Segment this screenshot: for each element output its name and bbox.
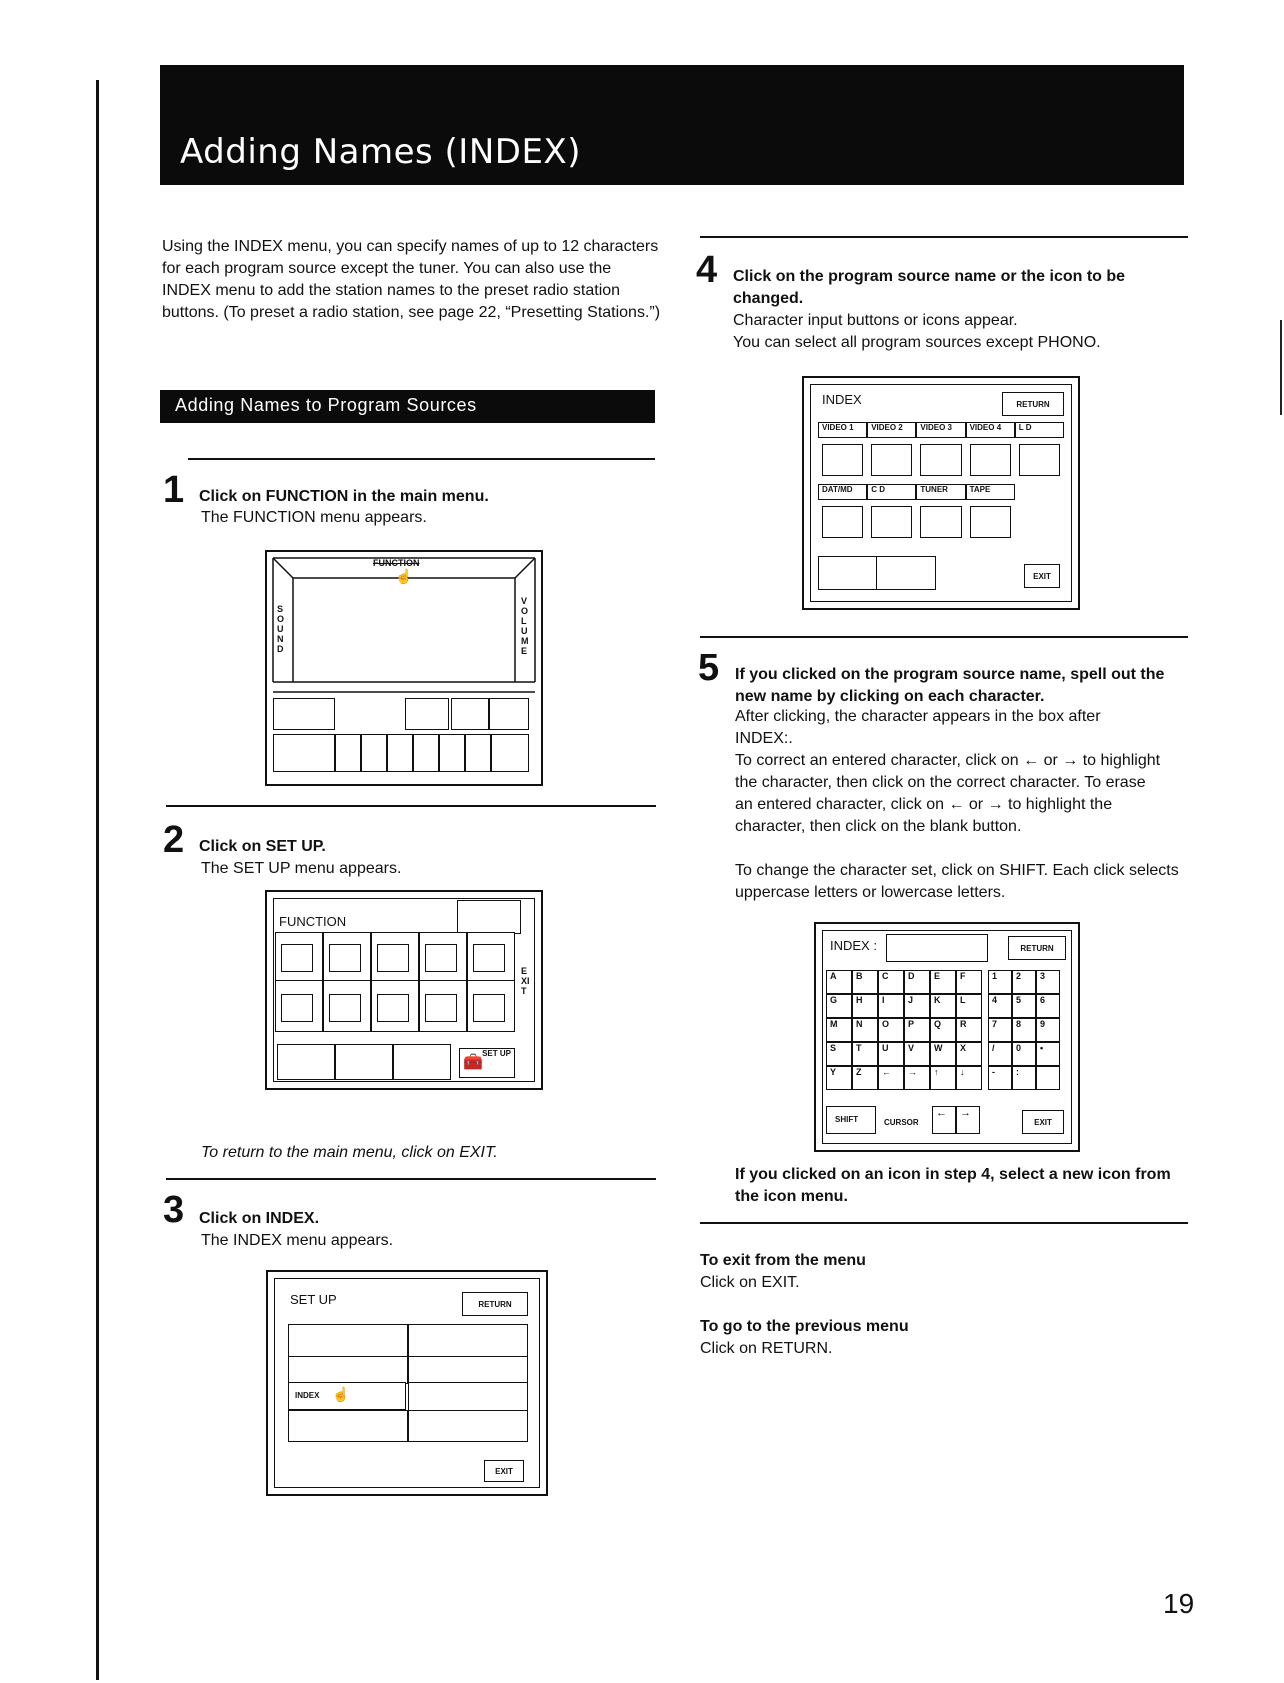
step-4-number: 4 [696, 249, 718, 291]
step-5-body2: To correct an entered character, click on ← or → to highlight the character, then click on the correct character. To erase an entered character, click on ← or → to highlight the character, then click on the blank button. [735, 752, 1161, 835]
function-button[interactable] [413, 734, 439, 772]
step-1-title: Click on FUNCTION in the main menu. [199, 488, 489, 505]
char-menu-title: INDEX : [830, 938, 877, 953]
character-key[interactable]: B [852, 970, 878, 994]
icon-box [329, 994, 361, 1022]
character-key[interactable]: I [878, 994, 904, 1018]
character-key[interactable]: G [826, 994, 852, 1018]
digits-grid [988, 970, 1066, 1100]
character-key[interactable]: / [988, 1042, 1012, 1066]
source-extra-button[interactable] [818, 556, 878, 590]
step-3-number: 3 [163, 1189, 185, 1231]
character-key[interactable]: 3 [1036, 970, 1060, 994]
character-key[interactable]: D [904, 970, 930, 994]
setup-item[interactable] [288, 1410, 408, 1442]
exit-button[interactable]: EXIT [484, 1460, 524, 1482]
function-button[interactable] [387, 734, 413, 772]
character-key[interactable]: 8 [1012, 1018, 1036, 1042]
character-key[interactable]: • [1036, 1042, 1060, 1066]
character-key[interactable]: H [852, 994, 878, 1018]
step-5-number: 5 [698, 647, 720, 689]
function-button[interactable] [465, 734, 491, 772]
section-title: Adding Names to Program Sources [175, 395, 477, 415]
setup-item[interactable] [408, 1324, 528, 1358]
step-2-body: The SET UP menu appears. [201, 860, 402, 877]
step-2-title: Click on SET UP. [199, 838, 326, 855]
icon-box [425, 994, 457, 1022]
setup-menu-title: FUNCTION [279, 914, 347, 929]
source-icon-button[interactable] [822, 506, 863, 538]
margin-mark [1280, 320, 1282, 415]
source-row-1 [818, 422, 1064, 480]
function-button[interactable] [273, 734, 335, 772]
name-entry-field[interactable] [886, 934, 988, 962]
source-extra-button[interactable] [876, 556, 936, 590]
page-title: Adding Names (INDEX) [180, 132, 581, 172]
source-row-2 [818, 484, 1064, 542]
step-3-body: The INDEX menu appears. [201, 1232, 394, 1249]
exit-side-button[interactable]: EXIT [521, 966, 530, 996]
source-name-button[interactable]: DAT/MD [818, 484, 867, 500]
source-name-button[interactable]: VIDEO 2 [867, 422, 916, 438]
step-4-body1: Character input buttons or icons appear. [733, 312, 1018, 329]
icon-box [473, 944, 505, 972]
character-key[interactable]: P [904, 1018, 930, 1042]
character-key[interactable]: 7 [988, 1018, 1012, 1042]
tip-exit-title: To exit from the menu [700, 1252, 866, 1269]
character-key[interactable]: → [904, 1066, 930, 1090]
character-key[interactable]: F [956, 970, 982, 994]
character-key[interactable]: J [904, 994, 930, 1018]
function-button[interactable] [273, 698, 335, 730]
source-name-button[interactable]: VIDEO 4 [966, 422, 1015, 438]
function-button[interactable] [405, 698, 449, 730]
character-key[interactable]: U [878, 1042, 904, 1066]
source-icon-button[interactable] [920, 444, 961, 476]
index-menu-screen [266, 1270, 548, 1496]
source-name-button[interactable]: L D [1015, 422, 1064, 438]
character-key[interactable]: M [826, 1018, 852, 1042]
divider [166, 1178, 656, 1180]
source-icon-button[interactable] [1019, 444, 1060, 476]
character-key[interactable]: - [988, 1066, 1012, 1090]
character-key[interactable]: ↑ [930, 1066, 956, 1090]
icon-box [425, 944, 457, 972]
tip-return-body: Click on RETURN. [700, 1340, 833, 1357]
cursor-left-button[interactable]: ← [932, 1106, 956, 1134]
toolbox-icon: 🧰 [463, 1054, 483, 1071]
icon-box [473, 994, 505, 1022]
character-key[interactable]: ↓ [956, 1066, 982, 1090]
character-key[interactable]: 6 [1036, 994, 1060, 1018]
tip-exit-body: Click on EXIT. [700, 1274, 800, 1291]
icon-box [377, 994, 409, 1022]
return-button[interactable]: RETURN [462, 1292, 528, 1316]
function-button[interactable] [489, 698, 529, 730]
function-menu-screen [265, 550, 543, 786]
intro-paragraph: Using the INDEX menu, you can specify names of up to 12 characters for each program source except the tuner. You can also use the INDEX menu to add the station names to the preset radio station buttons. (To preset a radio station, see page 22, “Presetting Stations.”) [162, 238, 661, 321]
setup-menu-topbox [457, 900, 521, 934]
character-key[interactable]: N [852, 1018, 878, 1042]
setup-item[interactable] [408, 1410, 528, 1442]
source-name-button[interactable]: VIDEO 1 [818, 422, 867, 438]
icon-box [281, 944, 313, 972]
step-2-number: 2 [163, 819, 185, 861]
character-key[interactable]: 4 [988, 994, 1012, 1018]
step-5-after: If you clicked on an icon in step 4, select a new icon from the icon menu. [735, 1166, 1171, 1205]
step-2-note: To return to the main menu, click on EXIT. [201, 1144, 498, 1161]
source-icon-button[interactable] [871, 444, 912, 476]
setup-item[interactable] [408, 1382, 528, 1412]
step-3-title: Click on INDEX. [199, 1210, 320, 1227]
character-key[interactable]: 2 [1012, 970, 1036, 994]
step-5-title: If you clicked on the program source name, spell out the new name by clicking on each character. [735, 666, 1165, 705]
step-4-body2: You can select all program sources except PHONO. [733, 334, 1101, 351]
icon-box [281, 994, 313, 1022]
setup-bottom-button[interactable] [277, 1044, 335, 1080]
source-icon-button[interactable] [920, 506, 961, 538]
source-icon-button[interactable] [822, 444, 863, 476]
source-name-button[interactable]: VIDEO 3 [916, 422, 965, 438]
function-button[interactable] [451, 698, 489, 730]
character-key[interactable]: R [956, 1018, 982, 1042]
function-button[interactable] [439, 734, 465, 772]
tip-return-title: To go to the previous menu [700, 1318, 909, 1335]
character-key[interactable]: O [878, 1018, 904, 1042]
hand-cursor-icon: ☝ [395, 568, 413, 584]
page-number: 19 [1163, 1588, 1195, 1619]
setup-item[interactable] [288, 1356, 408, 1384]
step-1-body: The FUNCTION menu appears. [201, 509, 427, 526]
character-key[interactable]: 5 [1012, 994, 1036, 1018]
character-key[interactable]: Q [930, 1018, 956, 1042]
setup-item[interactable] [288, 1324, 408, 1358]
section-header [160, 390, 655, 423]
step-1-number: 1 [163, 469, 185, 511]
setup-bottom-button[interactable] [335, 1044, 393, 1080]
character-key[interactable]: W [930, 1042, 956, 1066]
character-key[interactable]: : [1012, 1066, 1036, 1090]
character-key[interactable]: 1 [988, 970, 1012, 994]
source-icon-button[interactable] [970, 444, 1011, 476]
sound-label: SOUND [277, 604, 285, 654]
hand-cursor-icon: ☝ [332, 1386, 350, 1402]
character-key[interactable]: T [852, 1042, 878, 1066]
character-key[interactable]: Y [826, 1066, 852, 1090]
source-menu-screen [802, 376, 1080, 610]
margin-rule [96, 80, 99, 1680]
source-icon-button[interactable] [871, 506, 912, 538]
character-key[interactable]: E [930, 970, 956, 994]
character-key[interactable]: ← [878, 1066, 904, 1090]
setup-item[interactable] [408, 1356, 528, 1384]
setup-button[interactable]: SET UP [459, 1048, 515, 1078]
character-key[interactable]: S [826, 1042, 852, 1066]
source-name-button[interactable]: C D [867, 484, 916, 500]
volume-label: VOLUME [521, 596, 529, 656]
letters-grid [826, 970, 986, 1100]
cursor-right-button[interactable]: → [956, 1106, 980, 1134]
step-5-body1: After clicking, the character appears in the box after INDEX:. [735, 708, 1101, 747]
index-menu-title: SET UP [290, 1292, 337, 1307]
character-key[interactable]: A [826, 970, 852, 994]
exit-button[interactable]: EXIT [1024, 564, 1060, 588]
cursor-label: CURSOR [884, 1118, 919, 1127]
character-key[interactable]: 9 [1036, 1018, 1060, 1042]
icon-box [377, 944, 409, 972]
source-icon-button[interactable] [970, 506, 1011, 538]
function-label: FUNCTION [373, 558, 420, 568]
page-header [160, 65, 1184, 185]
character-key[interactable]: X [956, 1042, 982, 1066]
function-button[interactable] [491, 734, 529, 772]
divider [166, 805, 656, 807]
divider [700, 236, 1188, 238]
source-name-button[interactable]: TAPE [966, 484, 1015, 500]
setup-bottom-button[interactable] [393, 1044, 451, 1080]
exit-button[interactable]: EXIT [1022, 1110, 1064, 1134]
character-key[interactable]: Z [852, 1066, 878, 1090]
return-button[interactable]: RETURN [1008, 936, 1066, 960]
step-5-body3: To change the character set, click on SHIFT. Each click selects uppercase letters or lowercase letters. [735, 862, 1179, 901]
divider [700, 636, 1188, 638]
divider [188, 458, 655, 460]
return-button[interactable]: RETURN [1002, 392, 1064, 416]
function-button[interactable] [335, 734, 361, 772]
character-key[interactable]: L [956, 994, 982, 1018]
source-menu-title: INDEX [822, 392, 862, 407]
character-key[interactable]: C [878, 970, 904, 994]
shift-button[interactable]: SHIFT [826, 1106, 876, 1134]
char-menu-screen [814, 922, 1080, 1152]
character-key[interactable] [1036, 1066, 1060, 1090]
character-key[interactable]: V [904, 1042, 930, 1066]
step-4-title: Click on the program source name or the icon to be changed. [733, 268, 1126, 307]
divider [700, 1222, 1188, 1224]
icon-box [329, 944, 361, 972]
source-name-button[interactable]: TUNER [916, 484, 965, 500]
character-key[interactable]: 0 [1012, 1042, 1036, 1066]
character-key[interactable]: K [930, 994, 956, 1018]
index-item[interactable]: INDEX [288, 1382, 406, 1410]
setup-menu-screen [265, 890, 543, 1090]
function-button[interactable] [361, 734, 387, 772]
